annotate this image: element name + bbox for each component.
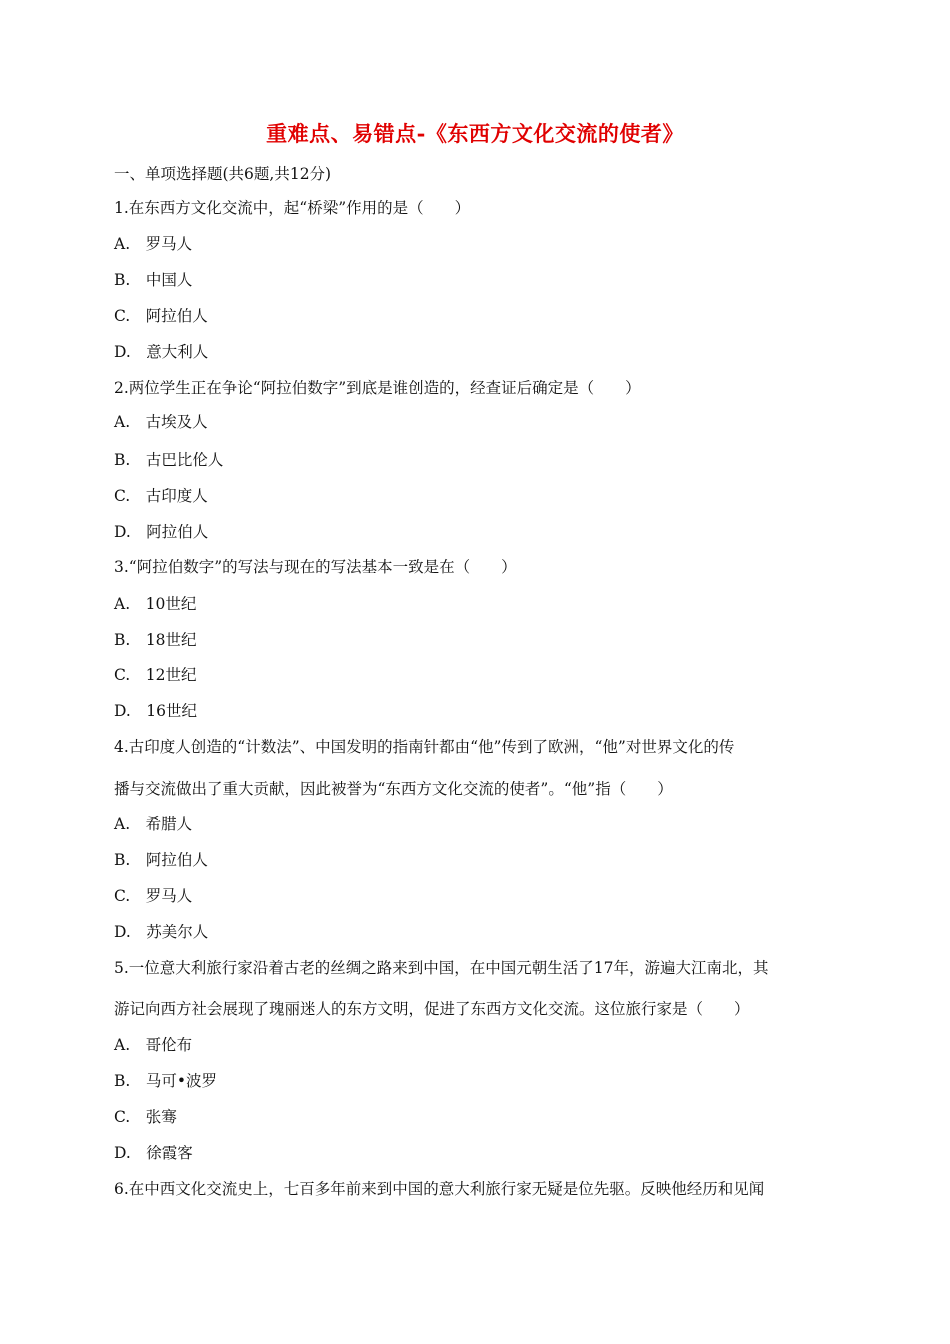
question-3-option-d: D. 16世纪: [114, 702, 198, 720]
question-5-option-b: B. 马可•波罗: [114, 1072, 217, 1090]
section-heading: 一、单项选择题(共6题,共12分): [114, 165, 332, 183]
question-5-stem-line-1: 5.一位意大利旅行家沿着古老的丝绸之路来到中国，在中国元朝生活了17年，游遍大江南北，其: [114, 959, 769, 977]
question-6-stem-line-1: 6.在中西文化交流史上，七百多年前来到中国的意大利旅行家无疑是位先驱。反映他经历和见闻: [114, 1180, 765, 1198]
question-1-option-d: D. 意大利人: [114, 343, 209, 361]
question-4-option-b: B. 阿拉伯人: [114, 851, 208, 869]
question-2-option-c: C. 古印度人: [114, 487, 208, 505]
question-4-stem-line-2: 播与交流做出了重大贡献，因此被誉为“东西方文化交流的使者”。“他”指（ ）: [114, 780, 673, 798]
question-1-option-b: B. 中国人: [114, 271, 193, 289]
question-3-stem: 3.“阿拉伯数字”的写法与现在的写法基本一致是在（ ）: [114, 558, 517, 576]
question-3-option-a: A. 10世纪: [114, 595, 197, 613]
question-2-option-d: D. 阿拉伯人: [114, 523, 209, 541]
question-5-stem-line-2: 游记向西方社会展现了瑰丽迷人的东方文明，促进了东西方文化交流。这位旅行家是（ ）: [114, 1000, 750, 1018]
question-5-option-c: C. 张骞: [114, 1108, 177, 1126]
question-4-stem-line-1: 4.古印度人创造的“计数法”、中国发明的指南针都由“他”传到了欧洲，“他”对世界文化的传: [114, 738, 735, 756]
question-3-option-c: C. 12世纪: [114, 666, 197, 684]
question-2-stem: 2.两位学生正在争论“阿拉伯数字”到底是谁创造的，经查证后确定是（ ）: [114, 379, 641, 397]
question-3-option-b: B. 18世纪: [114, 631, 197, 649]
question-4-option-c: C. 罗马人: [114, 887, 193, 905]
question-1-option-c: C. 阿拉伯人: [114, 307, 208, 325]
question-4-option-d: D. 苏美尔人: [114, 923, 209, 941]
question-1-stem: 1.在东西方文化交流中，起“桥梁”作用的是（ ）: [114, 199, 471, 217]
question-1-option-a: A. 罗马人: [114, 235, 193, 253]
question-4-option-a: A. 希腊人: [114, 815, 193, 833]
document-title: 重难点、易错点-《东西方文化交流的使者》: [266, 121, 684, 146]
question-5-option-a: A. 哥伦布: [114, 1036, 193, 1054]
question-2-option-a: A. 古埃及人: [114, 413, 208, 431]
question-2-option-b: B. 古巴比伦人: [114, 451, 224, 469]
question-5-option-d: D. 徐霞客: [114, 1144, 193, 1162]
